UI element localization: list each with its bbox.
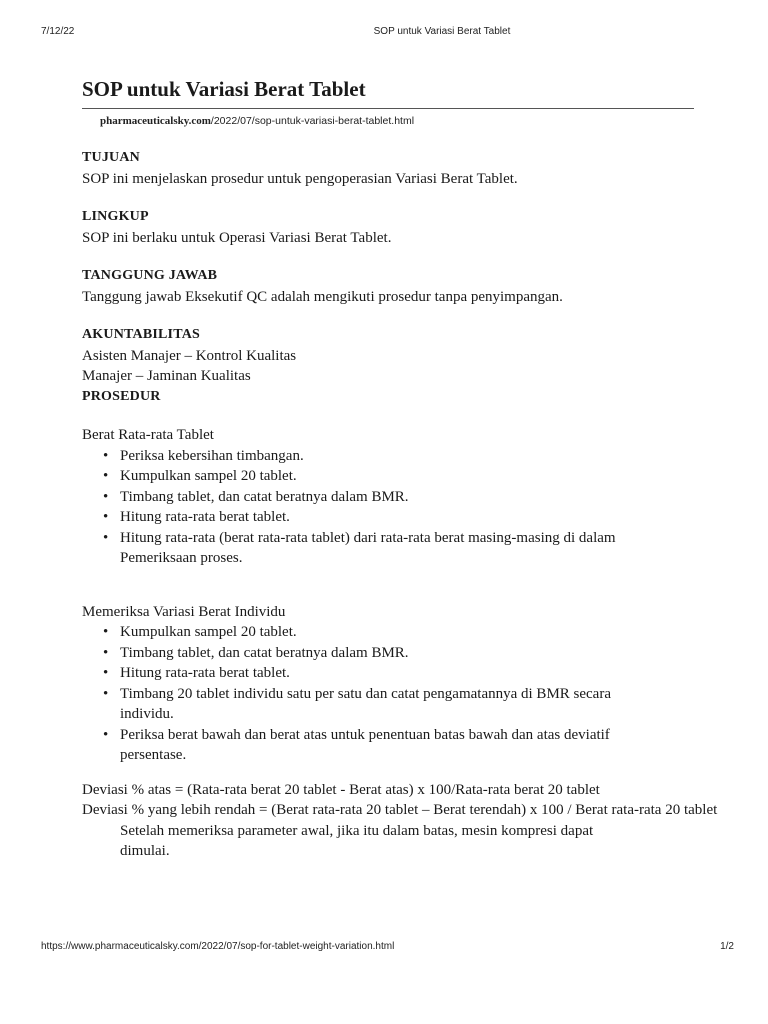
- list-item-text: Kumpulkan sampel 20 tablet.: [120, 624, 297, 640]
- list-item-text: Periksa berat bawah dan berat atas untuk penentuan batas bawah dan atas deviatif persentase.: [120, 726, 610, 763]
- text-tanggung-jawab: Tanggung jawab Eksekutif QC adalah mengikuti prosedur tanpa penyimpangan.: [82, 288, 563, 305]
- closing-note: Setelah memeriksa parameter awal, jika itu dalam batas, mesin kompresi dapat dimulai.: [120, 822, 594, 859]
- list-item-text: Periksa kebersihan timbangan.: [120, 447, 304, 464]
- heading-lingkup: LINGKUP: [82, 209, 149, 224]
- bullet-dot: •: [103, 447, 109, 464]
- bullet-dot: •: [103, 509, 109, 525]
- list-item-text: Hitung rata-rata berat tablet.: [120, 509, 290, 525]
- section-variasi-individu: [82, 602, 722, 766]
- source-url[interactable]: [100, 114, 722, 128]
- bullet-dot: •: [103, 644, 109, 661]
- print-footer: [0, 941, 768, 955]
- list-item: [103, 446, 660, 467]
- akuntabilitas-line: Manajer – Jaminan Kualitas: [82, 368, 251, 384]
- list-item: [103, 466, 660, 487]
- bullet-dot: •: [103, 624, 109, 640]
- heading-tanggung-jawab: TANGGUNG JAWAB: [82, 268, 218, 283]
- list-item: [103, 507, 660, 528]
- list-item-text: Kumpulkan sampel 20 tablet.: [120, 468, 297, 484]
- subsection-title: Memeriksa Variasi Berat Individu: [82, 603, 286, 620]
- list-item: [103, 622, 620, 643]
- print-footer-url[interactable]: https://www.pharmaceuticalsky.com/2022/07/sop-for-tablet-weight-variation.html: [41, 941, 395, 952]
- list-item-text: Timbang 20 tablet individu satu per satu dan catat pengamatannya di BMR secara individu.: [120, 685, 611, 722]
- list-item: [103, 725, 620, 766]
- document-body: [82, 72, 722, 862]
- section-tanggung-jawab: [82, 266, 722, 307]
- print-page-title: SOP untuk Variasi Berat Tablet: [373, 26, 511, 37]
- text-lingkup: SOP ini berlaku untuk Operasi Variasi Berat Tablet.: [82, 229, 392, 246]
- source-path: /2022/07/sop-untuk-variasi-berat-tablet.html: [210, 115, 415, 127]
- list-item: [103, 684, 620, 725]
- list-item-text: Hitung rata-rata berat tablet.: [120, 665, 290, 681]
- heading-tujuan: TUJUAN: [82, 150, 140, 165]
- print-date: 7/12/22: [41, 26, 75, 37]
- section-formulas: [82, 780, 722, 862]
- list-item: [103, 487, 660, 508]
- source-domain: pharmaceuticalsky.com: [100, 115, 211, 127]
- print-header: [0, 26, 768, 40]
- bullet-dot: •: [103, 468, 109, 484]
- akuntabilitas-line: Asisten Manajer – Kontrol Kualitas: [82, 347, 297, 364]
- section-lingkup: [82, 207, 722, 248]
- list-item-text: Timbang tablet, dan catat beratnya dalam BMR.: [120, 488, 409, 505]
- bullet-dot: •: [103, 488, 109, 505]
- list-item: [103, 663, 620, 684]
- list-item: [103, 643, 620, 664]
- bullet-dot: •: [103, 529, 109, 546]
- bullet-dot: •: [103, 665, 109, 681]
- text-tujuan: SOP ini menjelaskan prosedur untuk pengoperasian Variasi Berat Tablet.: [82, 170, 518, 187]
- section-akuntabilitas: [82, 325, 722, 407]
- heading-akuntabilitas: AKUNTABILITAS: [82, 327, 200, 342]
- document-title: SOP untuk Variasi Berat Tablet: [82, 72, 694, 109]
- section-berat-rata-rata: [82, 425, 722, 569]
- section-tujuan: [82, 148, 722, 189]
- bullet-dot: •: [103, 685, 109, 702]
- formula-deviasi-atas: Deviasi % atas = (Rata-rata berat 20 tablet - Berat atas) x 100/Rata-rata berat 20 tablet: [82, 781, 600, 798]
- formula-deviasi-bawah: Deviasi % yang lebih rendah = (Berat rata-rata 20 tablet – Berat terendah) x 100 / Berat rata-rata 20 tablet: [82, 802, 718, 818]
- bullet-list: [82, 446, 660, 569]
- bullet-list: [82, 622, 620, 766]
- subsection-title: Berat Rata-rata Tablet: [82, 427, 214, 443]
- list-item: [103, 528, 660, 569]
- page-number: 1/2: [720, 941, 734, 952]
- list-item-text: Hitung rata-rata (berat rata-rata tablet) dari rata-rata berat masing-masing di dalam Pemeriksaan proses.: [120, 529, 616, 566]
- bullet-dot: •: [103, 726, 109, 743]
- list-item-text: Timbang tablet, dan catat beratnya dalam BMR.: [120, 644, 409, 661]
- heading-prosedur: PROSEDUR: [82, 388, 161, 404]
